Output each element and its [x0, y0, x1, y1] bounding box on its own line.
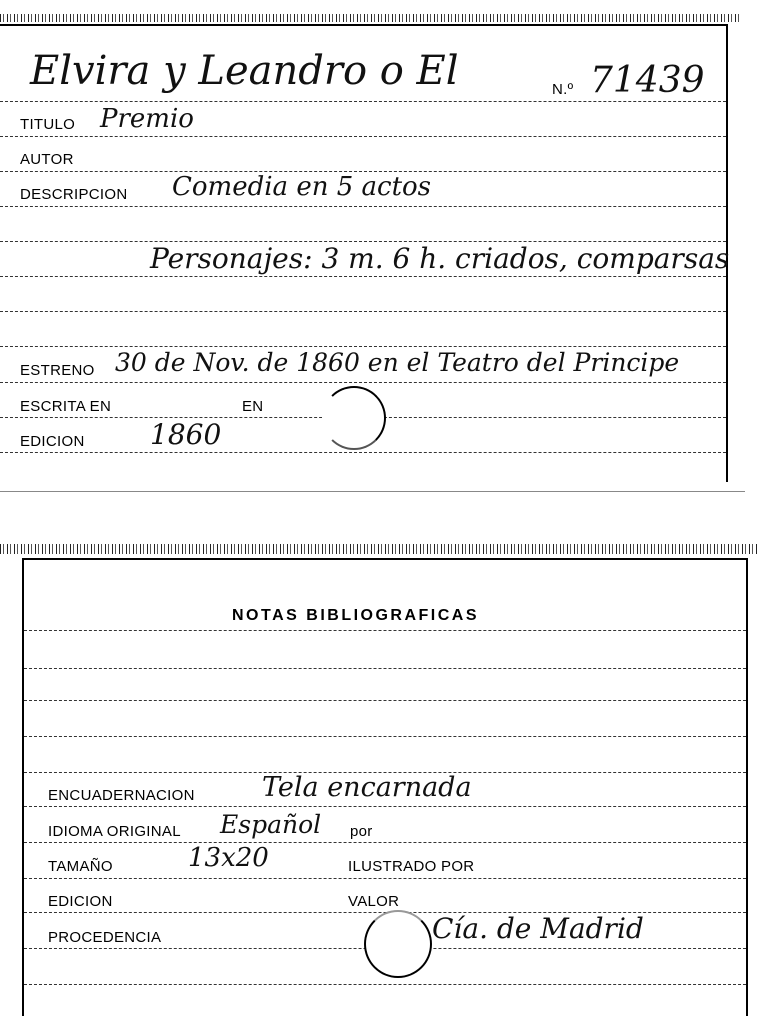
- descripcion-label: DESCRIPCION: [20, 186, 128, 203]
- edicion-label: EDICION: [20, 433, 85, 450]
- library-stamp: [322, 386, 386, 450]
- edicion-label: EDICION: [48, 893, 113, 910]
- tamano-value: 13x20: [188, 843, 269, 873]
- notas-heading: NOTAS BIBLIOGRAFICAS: [232, 607, 480, 624]
- por-label: por: [350, 823, 373, 840]
- descripcion-value: Comedia en 5 actos: [172, 172, 432, 202]
- titulo-label: TITULO: [20, 116, 76, 133]
- idioma-value: Español: [220, 810, 322, 839]
- tamano-label: TAMAÑO: [48, 858, 113, 875]
- play-title-line: Elvira y Leandro o El: [30, 48, 459, 94]
- catalog-number: 71439: [590, 60, 705, 101]
- cut-line: [0, 491, 745, 492]
- number-label: N.º: [552, 81, 574, 98]
- en-label: EN: [242, 398, 264, 415]
- catalog-card-front: [0, 24, 728, 482]
- ilustrado-label: ILUSTRADO POR: [348, 858, 475, 875]
- estreno-value: 30 de Nov. de 1860 en el Teatro del Principe: [115, 348, 680, 377]
- edicion-value: 1860: [150, 418, 222, 451]
- valor-label: VALOR: [348, 893, 400, 910]
- autor-label: AUTOR: [20, 151, 74, 168]
- encuadernacion-label: ENCUADERNACION: [48, 787, 195, 804]
- escrita-en-label: ESCRITA EN: [20, 398, 112, 415]
- personajes-value: Personajes: 3 m. 6 h. criados, comparsas: [150, 242, 730, 275]
- estreno-label: ESTRENO: [20, 362, 95, 379]
- catalog-card-back: [22, 558, 748, 1016]
- library-stamp-bottom: [364, 910, 432, 978]
- idioma-label: IDIOMA ORIGINAL: [48, 823, 181, 840]
- procedencia-label: PROCEDENCIA: [48, 929, 162, 946]
- titulo-value: Premio: [100, 104, 194, 134]
- bottom-card-edge: [0, 544, 759, 554]
- top-card-edge: [0, 14, 740, 22]
- procedencia-value: Cía. de Madrid: [432, 912, 644, 945]
- encuadernacion-value: Tela encarnada: [262, 772, 472, 803]
